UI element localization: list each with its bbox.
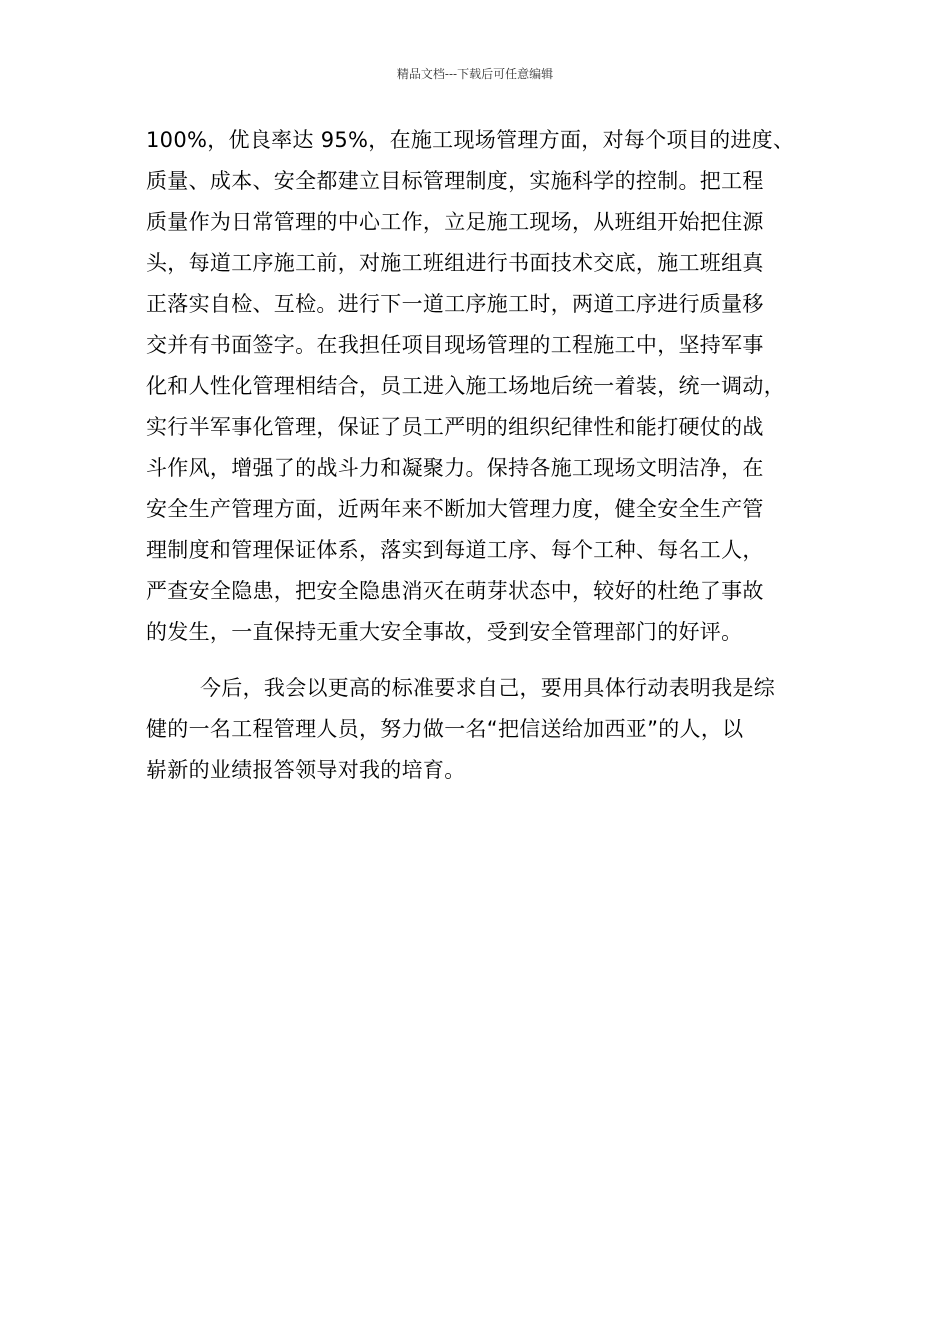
text-line: 安全生产管理方面，近两年来不断加大管理力度，健全安全生产管 (146, 497, 764, 521)
text-line: 化和人性化管理相结合，员工进入施工场地后统一着装，统一调动， (146, 374, 785, 398)
text-line: 正落实自检、互检。进行下一道工序施工时，两道工序进行质量移 (146, 292, 764, 316)
text-line: 实行半军事化管理，保证了员工严明的组织纪律性和能打硬仗的战 (146, 415, 764, 439)
paragraph-2 (146, 668, 846, 791)
text-line: 交并有书面签字。在我担任项目现场管理的工程施工中，坚持军事 (146, 333, 764, 357)
text-line: 头，每道工序施工前，对施工班组进行书面技术交底，施工班组真 (146, 251, 764, 275)
text-line: 质量作为日常管理的中心工作，立足施工现场，从班组开始把住源 (146, 210, 764, 234)
text-line: 质量、成本、安全都建立目标管理制度，实施科学的控制。把工程 (146, 169, 764, 193)
text-line: 理制度和管理保证体系，落实到每道工序、每个工种、每名工人， (146, 538, 764, 562)
paragraph-1 (146, 120, 846, 653)
text-line: 的发生，一直保持无重大安全事故，受到安全管理部门的好评。 (146, 620, 743, 644)
paragraph-spacer (146, 653, 846, 668)
text-line: 严查安全隐患，把安全隐患消灭在萌芽状态中，较好的杜绝了事故 (146, 579, 764, 603)
text-line: 崭新的业绩报答领导对我的培育。 (146, 758, 466, 782)
text-line: 今后，我会以更高的标准要求自己，要用具体行动表明我是综 (200, 676, 776, 700)
text-line: 健的一名工程管理人员，努力做一名“把信送给加西亚”的人，以 (146, 717, 744, 741)
document-body (146, 120, 846, 791)
text-line: 斗作风，增强了的战斗力和凝聚力。保持各施工现场文明洁净，在 (146, 456, 764, 480)
page-header: 精品文档---下载后可任意编辑 (396, 67, 554, 81)
text-line: 100%，优良率达 95%，在施工现场管理方面，对每个项目的进度、 (146, 128, 795, 152)
